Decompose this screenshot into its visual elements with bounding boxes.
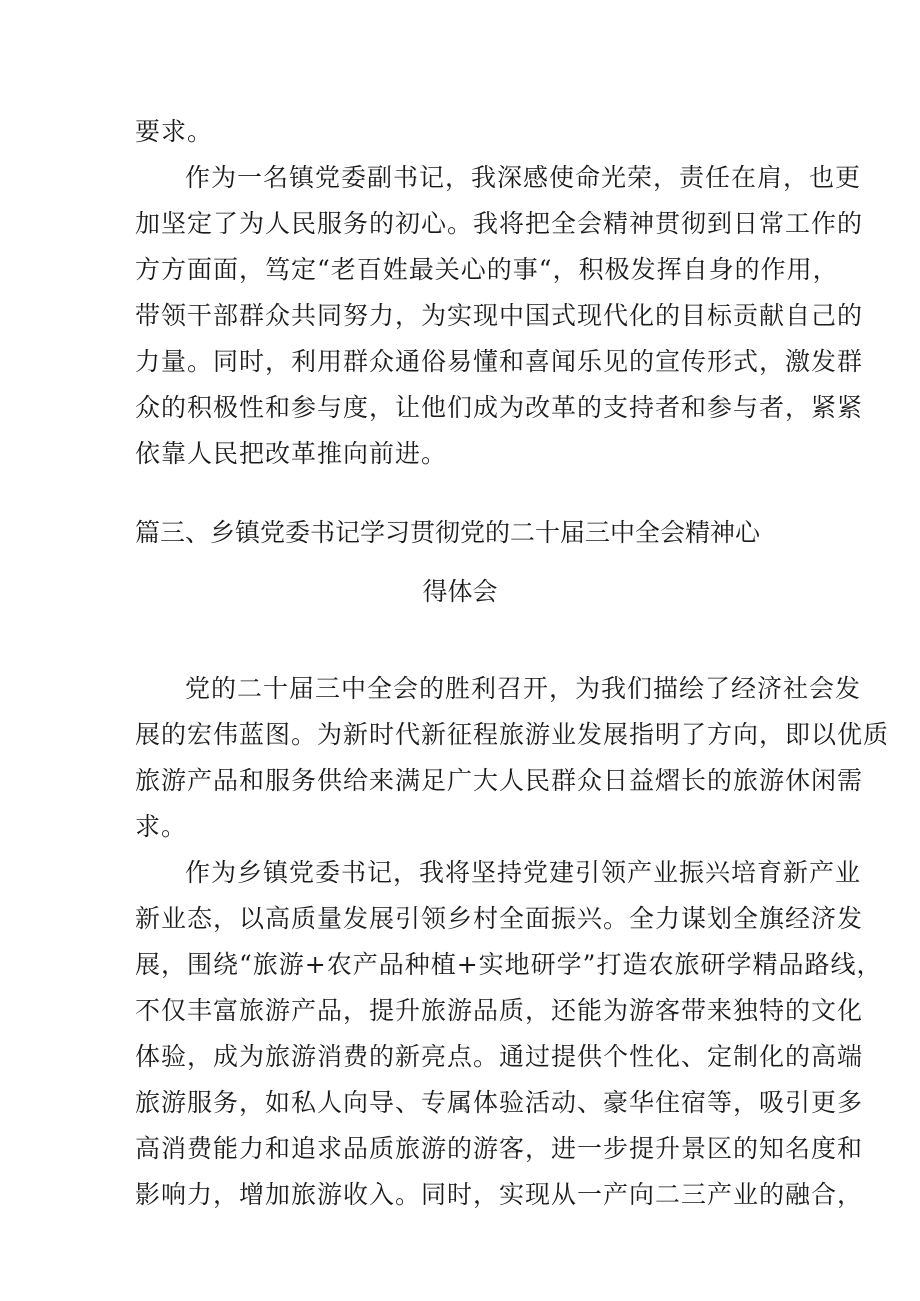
paragraph-line: 旅游产品和服务供给来满足广大人民群众日益熠长的旅游休闲需 [135, 766, 864, 795]
paragraph-line: 要求。 [135, 117, 214, 146]
paragraph-line: 体验，成为旅游消费的新亮点。通过提供个性化、定制化的高端 [135, 1042, 864, 1071]
paragraph-line: 作为乡镇党委书记，我将坚持党建引领产业振兴培育新产业 [185, 858, 862, 887]
paragraph-line: 众的积极性和参与度，让他们成为改革的支持者和参与者，紧紧 [135, 393, 864, 422]
paragraph-line: 党的二十届三中全会的胜利召开，为我们描绘了经济社会发 [185, 674, 862, 703]
paragraph-line: 加坚定了为人民服务的初心。我将把全会精神贯彻到日常工作的 [135, 209, 864, 238]
paragraph-line: 求。 [135, 812, 188, 841]
paragraph-line: 带领干部群众共同努力，为实现中国式现代化的目标贡献自己的 [135, 301, 864, 330]
paragraph-line: 影响力，增加旅游收入。同时，实现从一产向二三产业的融合， [135, 1180, 864, 1209]
paragraph-line: 不仅丰富旅游产品，提升旅游品质，还能为游客带来独特的文化 [135, 996, 864, 1025]
paragraph-line: 高消费能力和追求品质旅游的游客，进一步提升景区的知名度和 [135, 1134, 864, 1163]
paragraph-line: 力量。同时，利用群众通俗易懂和喜闻乐见的宣传形式，激发群 [135, 347, 864, 376]
paragraph-line: 展的宏伟蓝图。为新时代新征程旅游业发展指明了方向，即以优质 [135, 720, 890, 749]
paragraph-line: 新业态，以高质量发展引领乡村全面振兴。全力谋划全旗经济发 [135, 904, 864, 933]
paragraph-line: 方方面面，笃定“老百姓最关心的事“，积极发挥自身的作用， [135, 255, 839, 284]
section-title: 篇三、乡镇党委书记学习贯彻党的二十届三中全会精神心 [135, 518, 761, 547]
paragraph-line: 旅游服务，如私人向导、专属体验活动、豪华住宿等，吸引更多 [135, 1088, 864, 1117]
paragraph-line: 作为一名镇党委副书记，我深感使命光荣，责任在肩，也更 [185, 163, 862, 192]
section-title-continued: 得体会 [422, 577, 498, 606]
paragraph-line: 展，围绕“旅游+农产品种植+实地研学”打造农旅研学精品路线， [135, 950, 883, 979]
paragraph-line: 依靠人民把改革推向前进。 [135, 439, 448, 468]
